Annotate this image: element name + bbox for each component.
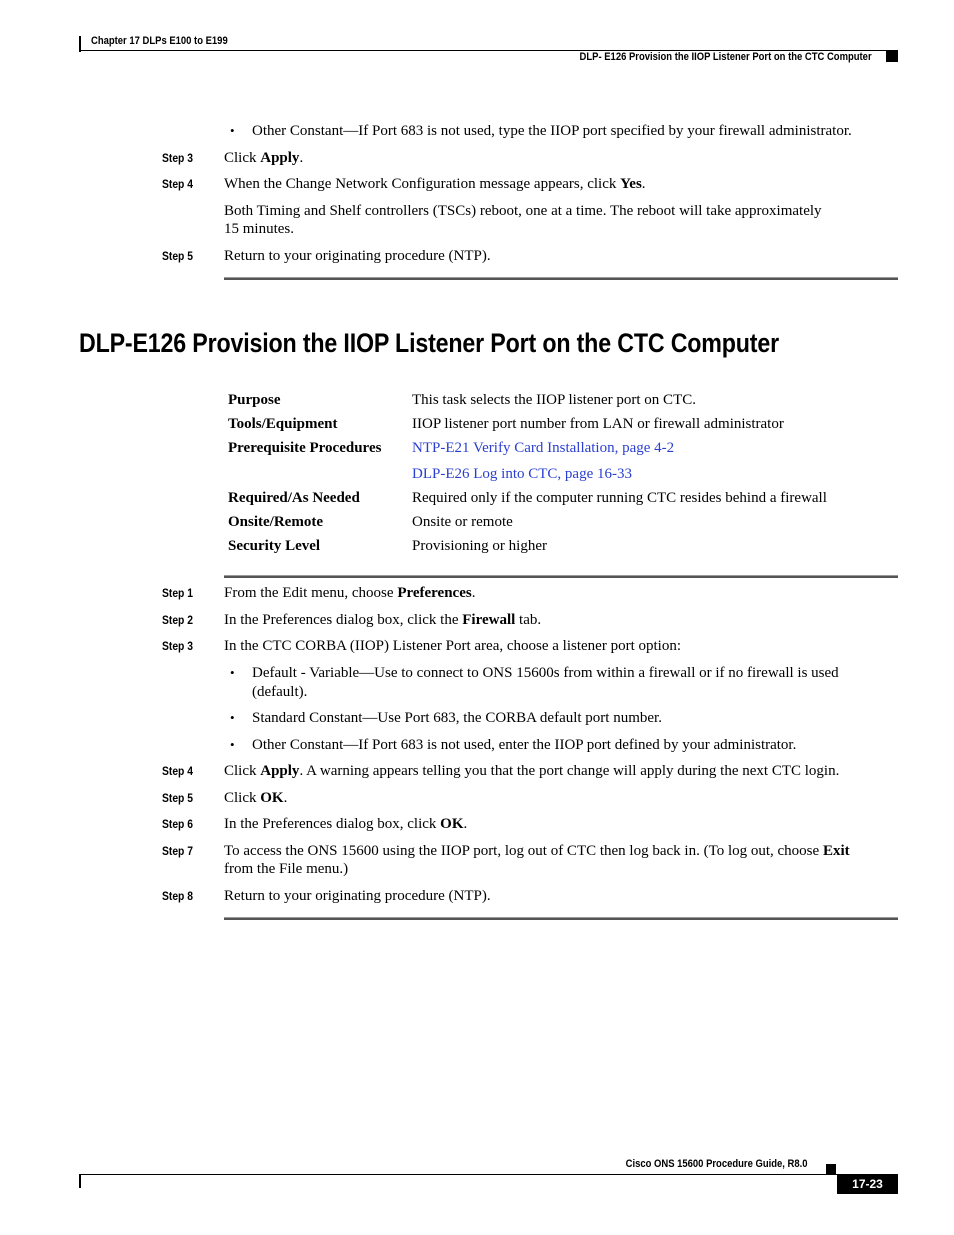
prev-step4-label: Step 4 [162,177,193,191]
bullet-icon: • [230,710,235,725]
step6-label: Step 6 [162,817,193,831]
step4-label: Step 4 [162,764,193,778]
table-value-tools: IIOP listener port number from LAN or firewall administrator [412,416,784,432]
table-label-security: Security Level [228,538,321,554]
option-other: Other Constant—If Port 683 is not used, enter the IIOP port defined by your administrator. [252,737,797,753]
prereq-link-ntp-e21[interactable]: NTP-E21 Verify Card Installation, page 4-2 [412,440,675,456]
steps-bottom-rule [224,917,898,920]
table-value-security: Provisioning or higher [412,538,547,554]
prev-step4-note-line2: 15 minutes. [224,221,294,237]
step7-label: Step 7 [162,844,193,858]
step4-text: Click Apply. A warning appears telling you that the port change will apply during the next CTC login. [224,763,840,779]
bullet-icon: • [230,123,235,138]
step3-text: In the CTC CORBA (IIOP) Listener Port area, choose a listener port option: [224,638,681,654]
step5-label: Step 5 [162,791,193,805]
footer-left-bar [79,1174,81,1188]
prev-step3-text: Click Apply. [224,150,304,166]
page-number: 17-23 [837,1175,898,1194]
steps-top-rule [224,575,898,578]
step7-text-line2: from the File menu.) [224,861,349,877]
bullet-icon: • [230,665,235,680]
table-label-purpose: Purpose [228,392,281,408]
step3-label: Step 3 [162,639,193,653]
prev-step4-text: When the Change Network Configuration message appears, click Yes. [224,176,646,192]
step1-label: Step 1 [162,586,193,600]
chapter-title: Chapter 17 DLPs E100 to E199 [91,35,228,47]
step5-text: Click OK. [224,790,288,806]
option-default-line1: Default - Variable—Use to connect to ONS 15600s from within a firewall or if no firewall is used [252,665,839,681]
table-label-tools: Tools/Equipment [228,416,338,432]
step1-text: From the Edit menu, choose Preferences. [224,585,476,601]
prev-bullet-text: Other Constant—If Port 683 is not used, type the IIOP port specified by your firewall administrator. [252,123,852,139]
prereq-link-dlp-e26[interactable]: DLP-E26 Log into CTC, page 16-33 [412,466,632,482]
step7-text-line1: To access the ONS 15600 using the IIOP port, log out of CTC then log back in. (To log out, choose Exit [224,843,850,859]
step8-label: Step 8 [162,889,193,903]
table-value-required: Required only if the computer running CTC resides behind a firewall [412,490,827,506]
section-title: DLP- E126 Provision the IIOP Listener Port on the CTC Computer [579,51,872,63]
guide-title: Cisco ONS 15600 Procedure Guide, R8.0 [626,1158,808,1170]
prev-step3-label: Step 3 [162,151,193,165]
step6-text: In the Preferences dialog box, click OK. [224,816,468,832]
table-label-required: Required/As Needed [228,490,360,506]
option-standard: Standard Constant—Use Port 683, the CORBA default port number. [252,710,662,726]
page-title: DLP-E126 Provision the IIOP Listener Port on the CTC Computer [79,328,779,358]
option-default-line2: (default). [252,684,308,700]
step2-label: Step 2 [162,613,193,627]
prev-step5-text: Return to your originating procedure (NTP). [224,248,491,264]
footer-rule [79,1174,898,1175]
footer-marker [826,1164,836,1174]
table-value-purpose: This task selects the IIOP listener port on CTC. [412,392,696,408]
bullet-icon: • [230,737,235,752]
table-value-onsite: Onsite or remote [412,514,513,530]
prev-bullet-item [230,122,852,140]
section-divider [224,277,898,280]
header-marker [886,51,898,62]
table-label-onsite: Onsite/Remote [228,514,323,530]
prev-step4-note-line1: Both Timing and Shelf controllers (TSCs) reboot, one at a time. The reboot will take approximately [224,203,822,219]
step8-text: Return to your originating procedure (NTP). [224,888,491,904]
table-label-prereq: Prerequisite Procedures [228,440,382,456]
step2-text: In the Preferences dialog box, click the Firewall tab. [224,612,542,628]
prev-step5-label: Step 5 [162,249,193,263]
